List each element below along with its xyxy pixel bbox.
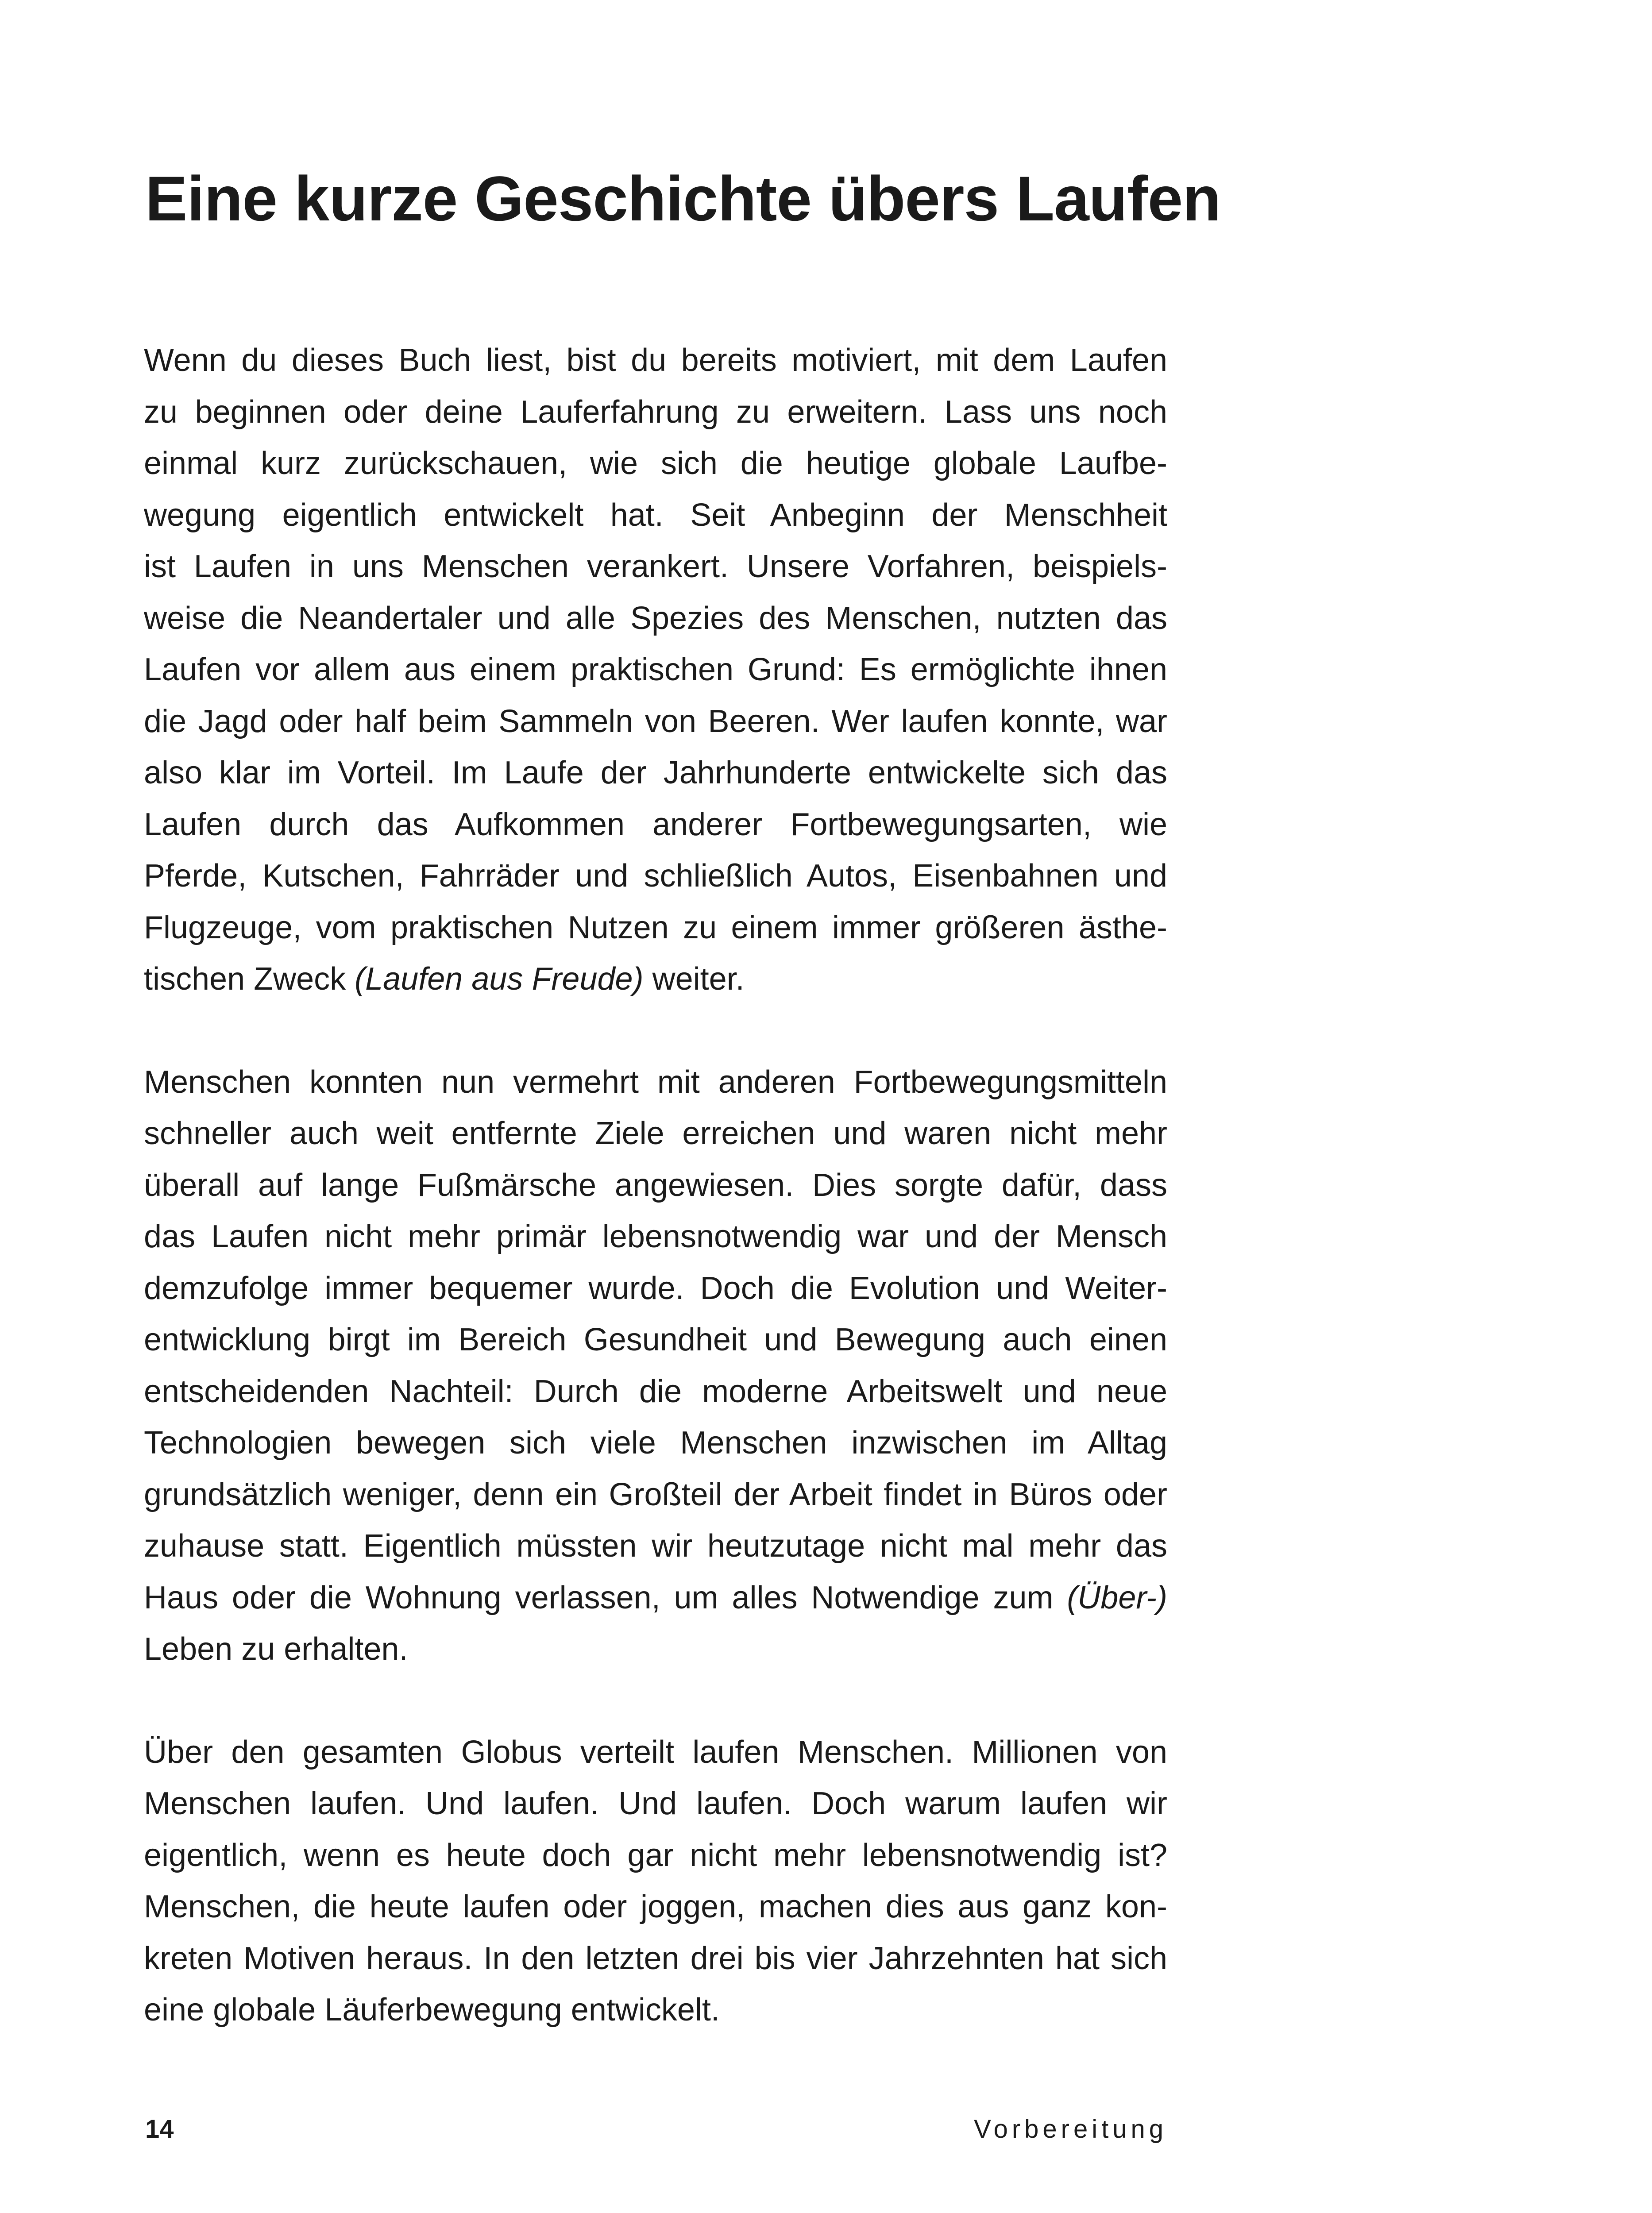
- text-line: wegung eigentlich entwickelt hat. Seit Anbeginn der Menschheit: [144, 497, 1167, 533]
- text-line: weise die Neandertaler und alle Spezies des Menschen, nutzten das: [144, 600, 1167, 636]
- text-line: kreten Motiven heraus. In den letzten drei bis vier Jahrzehnten hat sich: [144, 1940, 1167, 1976]
- text-line: ist Laufen in uns Menschen verankert. Unsere Vorfahren, beispiels-: [144, 549, 1167, 584]
- text-line: Laufen durch das Aufkommen anderer Fortbewegungsarten, wie: [144, 806, 1167, 842]
- text-line: zuhause statt. Eigentlich müssten wir heutzutage nicht mal mehr das: [144, 1528, 1167, 1564]
- text-line: Über den gesamten Globus verteilt laufen Menschen. Millionen von: [144, 1734, 1167, 1770]
- text-segment: tischen Zweck: [144, 961, 355, 997]
- text-line: schneller auch weit entfernte Ziele erreichen und waren nicht mehr: [144, 1116, 1167, 1151]
- paragraph-2: [144, 1056, 1167, 1675]
- text-line: Technologien bewegen sich viele Menschen inzwischen im Alltag: [144, 1425, 1167, 1461]
- text-line: Menschen laufen. Und laufen. Und laufen. Doch warum laufen wir: [144, 1786, 1167, 1821]
- text-line: Laufen vor allem aus einem praktischen Grund: Es ermöglichte ihnen: [144, 652, 1167, 687]
- paragraph-3: [144, 1727, 1167, 2036]
- text-line: also klar im Vorteil. Im Laufe der Jahrhunderte entwickelte sich das: [144, 755, 1167, 790]
- text-line: entwicklung birgt im Bereich Gesundheit und Bewegung auch einen: [144, 1322, 1167, 1357]
- text-line: Menschen, die heute laufen oder joggen, machen dies aus ganz kon-: [144, 1889, 1167, 1924]
- paragraph-1: [144, 335, 1167, 1005]
- text-line: demzufolge immer bequemer wurde. Doch die Evolution und Weiter-: [144, 1270, 1167, 1306]
- page-number: 14: [145, 2115, 174, 2144]
- text-line: die Jagd oder half beim Sammeln von Beeren. Wer laufen konnte, war: [144, 703, 1167, 739]
- text-line: [144, 1572, 1167, 1624]
- text-line-last: Leben zu erhalten.: [144, 1631, 408, 1667]
- text-line: grundsätzlich weniger, denn ein Großteil der Arbeit findet in Büros oder: [144, 1477, 1167, 1512]
- italic-phrase: (Über-): [1067, 1580, 1167, 1615]
- text-line: Wenn du dieses Buch liest, bist du bereits motiviert, mit dem Laufen: [144, 343, 1167, 378]
- italic-phrase: (Laufen aus Freude): [355, 961, 644, 997]
- text-segment: weiter.: [643, 961, 745, 997]
- page-title: Eine kurze Geschichte übers Laufen: [145, 164, 1221, 234]
- running-footer-section: Vorbereitung: [974, 2115, 1167, 2144]
- text-line: Menschen konnten nun vermehrt mit anderen Fortbewegungsmitteln: [144, 1064, 1167, 1100]
- text-line: Pferde, Kutschen, Fahrräder und schließlich Autos, Eisenbahnen und: [144, 858, 1167, 894]
- text-line-last: [144, 953, 1167, 1005]
- paragraph-spacer: [144, 1005, 1167, 1056]
- text-line: entscheidenden Nachteil: Durch die moderne Arbeitswelt und neue: [144, 1373, 1167, 1409]
- text-line: zu beginnen oder deine Lauferfahrung zu erweitern. Lass uns noch: [144, 394, 1167, 430]
- paragraph-spacer: [144, 1675, 1167, 1727]
- body-text: [144, 335, 1167, 2036]
- text-line: Flugzeuge, vom praktischen Nutzen zu einem immer größeren ästhe-: [144, 910, 1167, 945]
- text-line: einmal kurz zurückschauen, wie sich die heutige globale Laufbe-: [144, 446, 1167, 481]
- text-segment: Haus oder die Wohnung verlassen, um alles Notwendige zum: [144, 1580, 1067, 1615]
- text-line: eigentlich, wenn es heute doch gar nicht mehr lebensnotwendig ist?: [144, 1837, 1167, 1873]
- text-line-last: eine globale Läuferbewegung entwickelt.: [144, 1992, 720, 2028]
- text-line: das Laufen nicht mehr primär lebensnotwendig war und der Mensch: [144, 1219, 1167, 1254]
- text-line: überall auf lange Fußmärsche angewiesen. Dies sorgte dafür, dass: [144, 1167, 1167, 1203]
